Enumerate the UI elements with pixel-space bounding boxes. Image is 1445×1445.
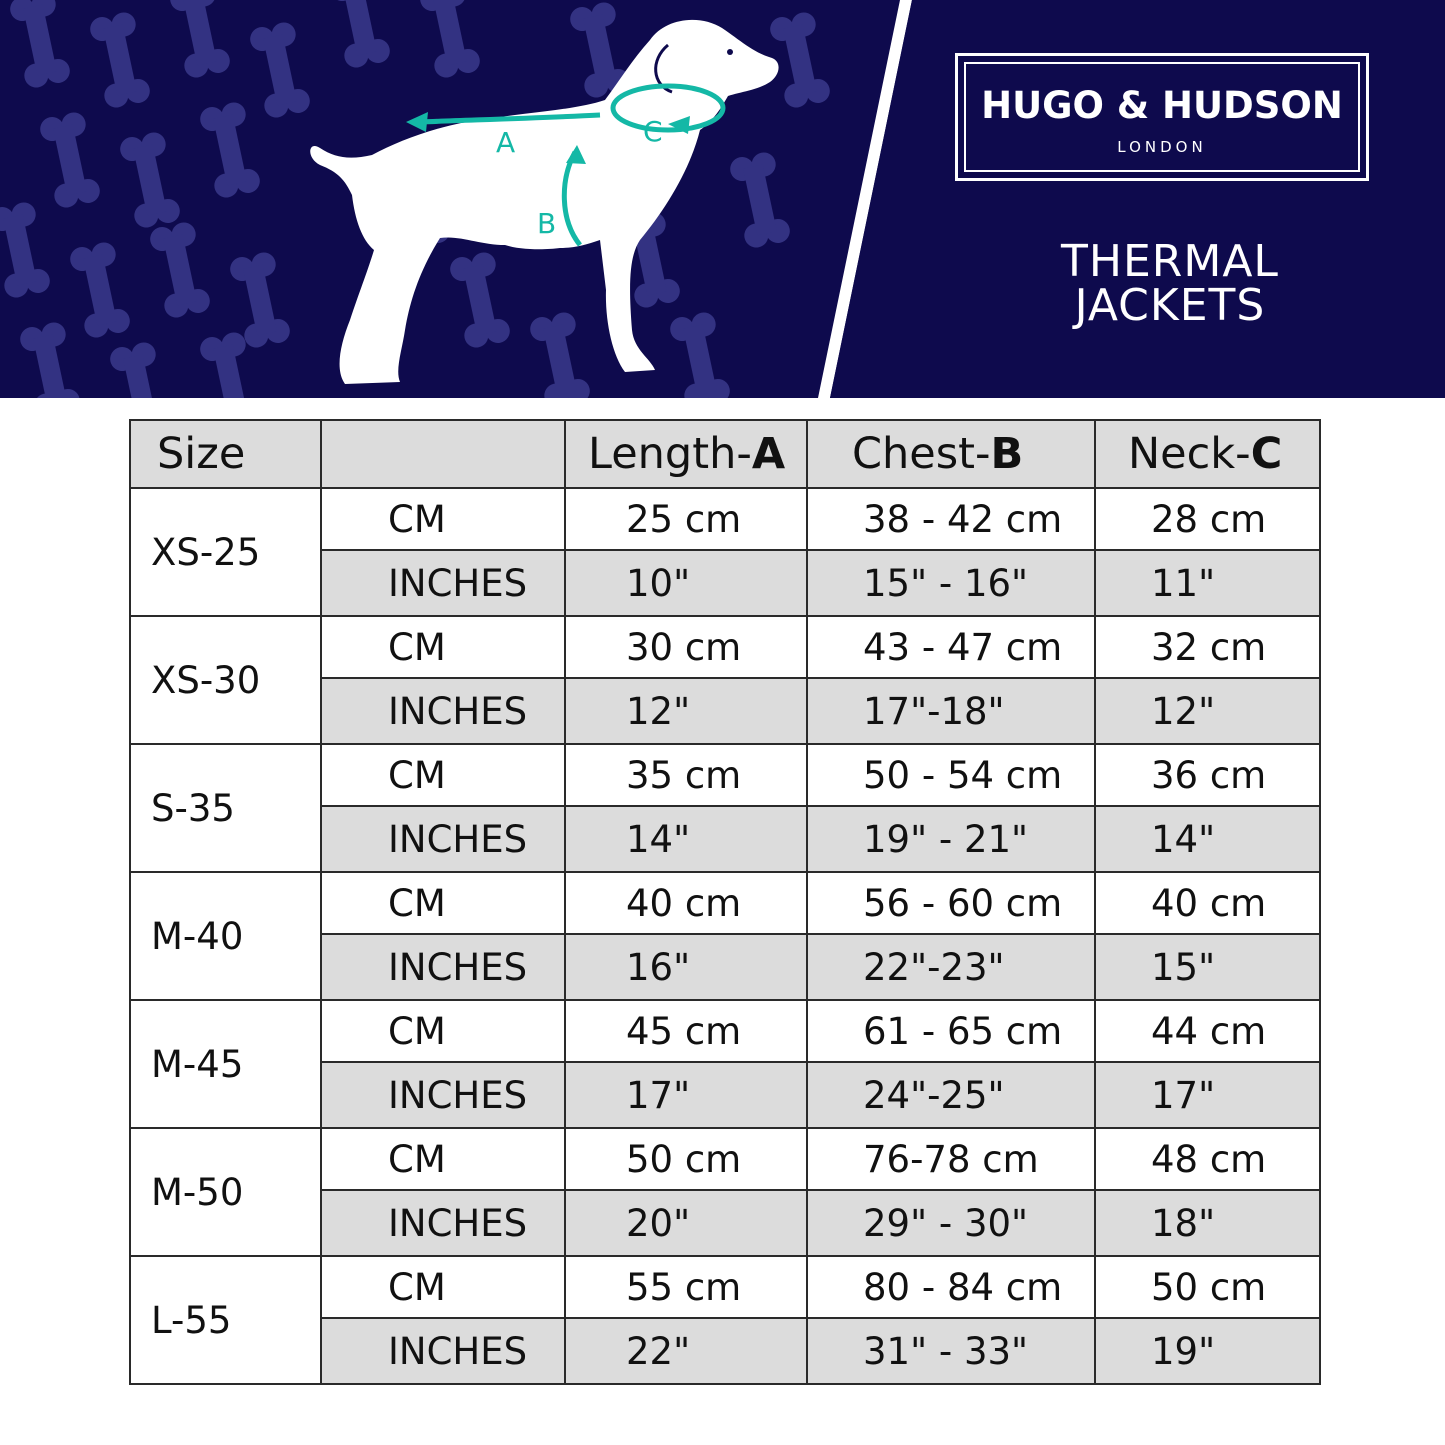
unit-label-inches: INCHES	[321, 934, 565, 1000]
brand-location: LONDON	[1117, 138, 1207, 156]
neck-cm: 48 cm	[1095, 1128, 1320, 1190]
unit-label-cm: CM	[321, 872, 565, 934]
size-label: XS-30	[130, 616, 321, 744]
length-inches: 22"	[565, 1318, 807, 1384]
length-inches: 16"	[565, 934, 807, 1000]
length-inches: 17"	[565, 1062, 807, 1128]
chest-inches: 29" - 30"	[807, 1190, 1095, 1256]
length-inches: 14"	[565, 806, 807, 872]
header-length	[565, 420, 807, 488]
neck-inches: 15"	[1095, 934, 1320, 1000]
header-chest-letter: B	[990, 429, 1024, 479]
table-row-cm	[130, 1256, 1320, 1318]
chest-cm: 56 - 60 cm	[807, 872, 1095, 934]
table-row-cm	[130, 744, 1320, 806]
chest-cm: 43 - 47 cm	[807, 616, 1095, 678]
header-neck-letter: C	[1250, 429, 1283, 479]
unit-label-inches: INCHES	[321, 1062, 565, 1128]
chest-cm: 38 - 42 cm	[807, 488, 1095, 550]
length-cm: 30 cm	[565, 616, 807, 678]
chest-inches: 19" - 21"	[807, 806, 1095, 872]
chest-inches: 22"-23"	[807, 934, 1095, 1000]
unit-label-inches: INCHES	[321, 1318, 565, 1384]
chest-inches: 17"-18"	[807, 678, 1095, 744]
product-title-line-1: THERMAL	[1061, 236, 1279, 287]
header-neck	[1095, 420, 1320, 488]
dog-eye	[727, 49, 733, 55]
neck-inches: 11"	[1095, 550, 1320, 616]
table-row-cm	[130, 872, 1320, 934]
length-cm: 40 cm	[565, 872, 807, 934]
size-label: XS-25	[130, 488, 321, 616]
header-chest-prefix: Chest-	[852, 429, 991, 479]
unit-label-inches: INCHES	[321, 806, 565, 872]
size-label: M-50	[130, 1128, 321, 1256]
length-cm: 45 cm	[565, 1000, 807, 1062]
unit-label-inches: INCHES	[321, 550, 565, 616]
neck-cm: 50 cm	[1095, 1256, 1320, 1318]
table-row-cm	[130, 1000, 1320, 1062]
length-cm: 50 cm	[565, 1128, 807, 1190]
product-title	[1010, 236, 1330, 331]
header-unit	[321, 420, 565, 488]
chest-cm: 61 - 65 cm	[807, 1000, 1095, 1062]
table-row-cm	[130, 616, 1320, 678]
length-inches: 12"	[565, 678, 807, 744]
neck-cm: 28 cm	[1095, 488, 1320, 550]
chest-inches: 31" - 33"	[807, 1318, 1095, 1384]
measure-label-c: C	[643, 115, 663, 148]
product-title-line-2: JACKETS	[1074, 280, 1266, 331]
banner	[0, 0, 1445, 398]
header-length-letter: A	[751, 429, 786, 479]
unit-label-cm: CM	[321, 488, 565, 550]
length-cm: 35 cm	[565, 744, 807, 806]
chest-cm: 80 - 84 cm	[807, 1256, 1095, 1318]
measure-label-a: A	[496, 126, 516, 159]
length-cm: 25 cm	[565, 488, 807, 550]
size-chart-table	[129, 419, 1321, 1385]
header-chest	[807, 420, 1095, 488]
size-label: S-35	[130, 744, 321, 872]
unit-label-cm: CM	[321, 1256, 565, 1318]
neck-inches: 18"	[1095, 1190, 1320, 1256]
chest-cm: 50 - 54 cm	[807, 744, 1095, 806]
size-label: M-40	[130, 872, 321, 1000]
neck-inches: 12"	[1095, 678, 1320, 744]
unit-label-cm: CM	[321, 616, 565, 678]
neck-inches: 14"	[1095, 806, 1320, 872]
brand-name: HUGO & HUDSON	[981, 84, 1343, 127]
brand-logo	[955, 53, 1369, 181]
table-body	[130, 488, 1320, 1384]
size-label: L-55	[130, 1256, 321, 1384]
neck-cm: 44 cm	[1095, 1000, 1320, 1062]
size-label: M-45	[130, 1000, 321, 1128]
chest-cm: 76-78 cm	[807, 1128, 1095, 1190]
length-cm: 55 cm	[565, 1256, 807, 1318]
unit-label-cm: CM	[321, 1128, 565, 1190]
table-row-cm	[130, 488, 1320, 550]
unit-label-cm: CM	[321, 744, 565, 806]
length-inches: 10"	[565, 550, 807, 616]
table-header-row	[130, 420, 1320, 488]
unit-label-inches: INCHES	[321, 678, 565, 744]
neck-inches: 19"	[1095, 1318, 1320, 1384]
unit-label-cm: CM	[321, 1000, 565, 1062]
chest-inches: 15" - 16"	[807, 550, 1095, 616]
unit-label-inches: INCHES	[321, 1190, 565, 1256]
neck-cm: 32 cm	[1095, 616, 1320, 678]
measure-label-b: B	[537, 207, 557, 240]
chest-inches: 24"-25"	[807, 1062, 1095, 1128]
header-size: Size	[130, 420, 321, 488]
header-neck-prefix: Neck-	[1128, 429, 1251, 479]
table-row-cm	[130, 1128, 1320, 1190]
neck-cm: 36 cm	[1095, 744, 1320, 806]
neck-cm: 40 cm	[1095, 872, 1320, 934]
header-length-prefix: Length-	[588, 429, 752, 479]
neck-inches: 17"	[1095, 1062, 1320, 1128]
length-inches: 20"	[565, 1190, 807, 1256]
